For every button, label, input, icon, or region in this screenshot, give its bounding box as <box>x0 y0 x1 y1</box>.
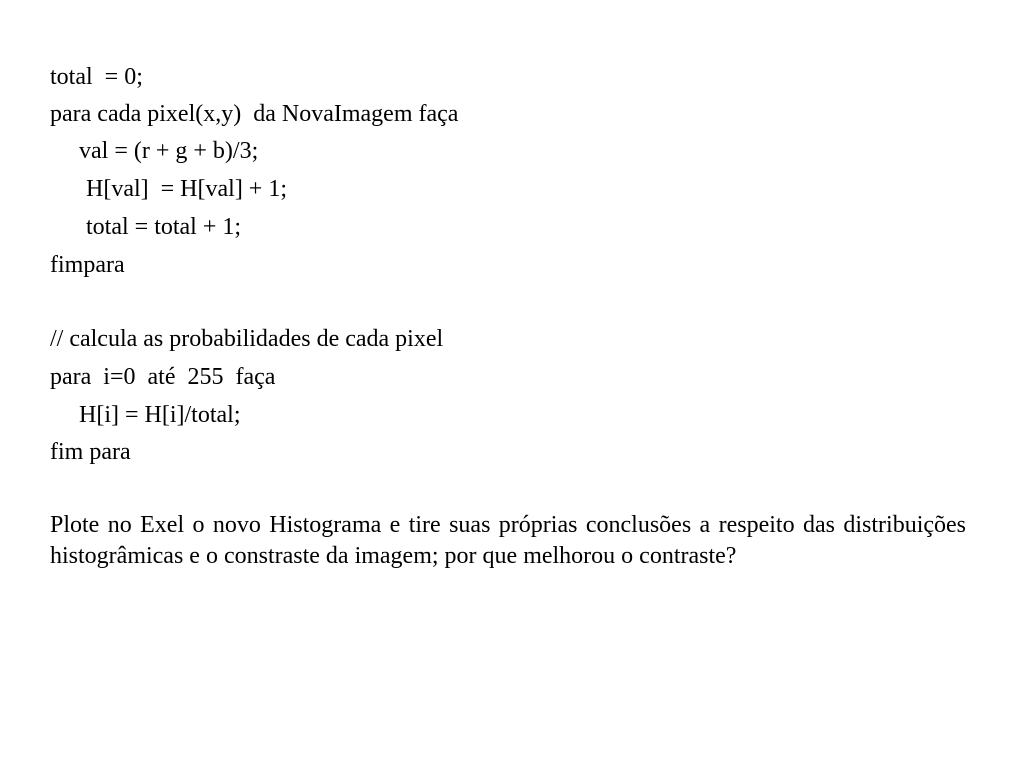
code-line-fim-para: fim para <box>50 439 131 465</box>
code-line-total-increment: total = total + 1; <box>86 214 242 240</box>
instruction-paragraph: Plote no Exel o novo Histograma e tire suas próprias conclusões a respeito das distribuições histogrâmicas e o constraste da imagem; por que melhorou o contraste? <box>50 512 966 569</box>
code-line-for-i: para i=0 até 255 faça <box>50 364 276 390</box>
code-line-total-init: total = 0; <box>50 64 143 90</box>
code-line-for-each-pixel: para cada pixel(x,y) da NovaImagem faça <box>50 101 459 127</box>
code-comment-probabilities: // calcula as probabilidades de cada pixel <box>50 326 444 352</box>
code-line-normalize: H[i] = H[i]/total; <box>79 402 241 428</box>
code-line-val: val = (r + g + b)/3; <box>79 138 259 164</box>
code-line-hist-increment: H[val] = H[val] + 1; <box>86 176 288 202</box>
slide-content <box>50 0 966 768</box>
code-line-fimpara: fimpara <box>50 252 125 278</box>
